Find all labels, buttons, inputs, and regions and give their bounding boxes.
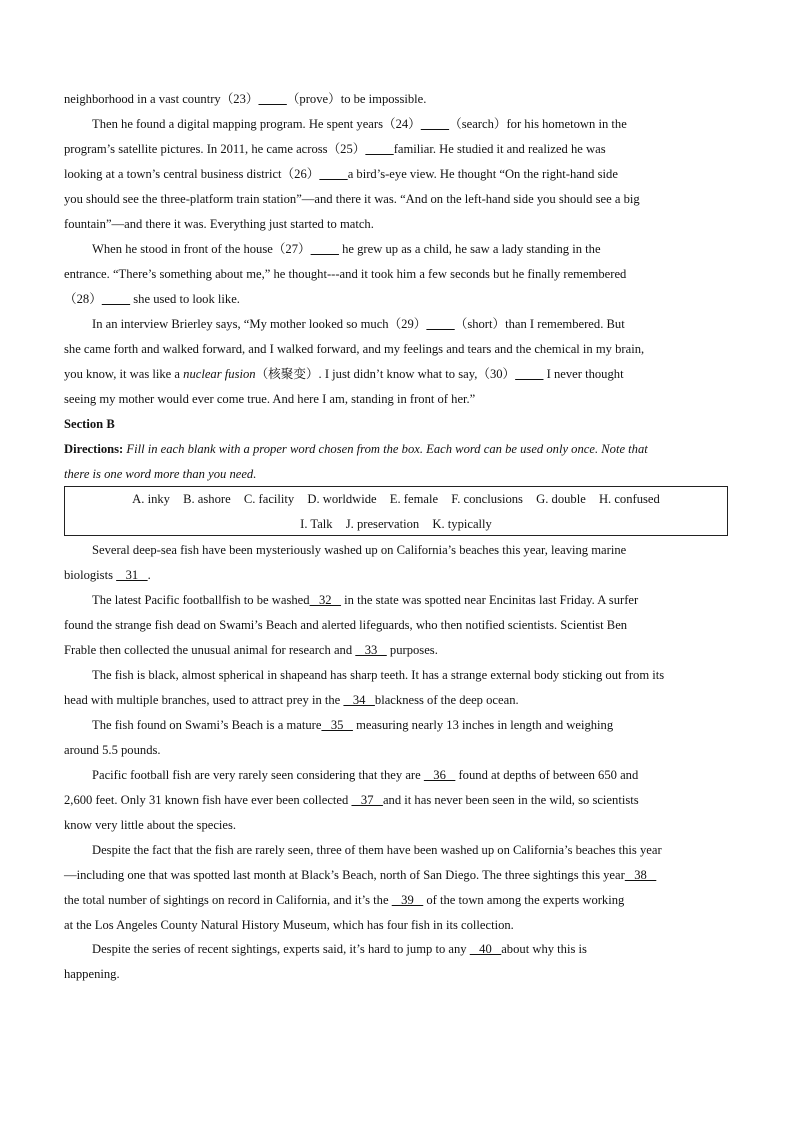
text: she used to look like. [130,292,240,306]
text: you should see the three-platform train station”—and there it was. “And on the left-hand side you should see a big [64,192,640,206]
paragraph-27-28-cont [64,262,728,312]
text: you know, it was like a [64,367,184,381]
paragraph-36-37-cont [64,788,728,838]
text: Despite the fact that the fish are rarely seen, three of them have been washed up on California’s beaches this year [92,843,662,857]
paragraph-27-28 [64,237,728,262]
text: know very little about the species. [64,818,237,832]
blank-27[interactable] [311,242,339,256]
paragraph-24-26 [64,112,728,137]
paragraph-23 [64,87,728,112]
paragraph-35 [64,713,728,738]
blank-25[interactable] [365,142,393,156]
text: about why this is [501,942,587,956]
blank-26[interactable] [319,167,347,181]
paragraph-40-cont [64,962,728,987]
section-title: Section B [64,417,115,431]
paragraph-40 [64,937,728,962]
text: （search）for his hometown in the [449,117,627,131]
blank-33[interactable]: 33 [355,643,387,657]
text: he grew up as a child, he saw a lady standing in the [338,242,601,256]
text: neighborhood in a vast country（23） [64,92,259,106]
text: 2,600 feet. Only 31 known fish have ever been collected [64,793,352,807]
word-option: K. typically [432,517,492,531]
text: （short）than I remembered. But [454,317,625,331]
text: blackness of the deep ocean. [374,693,519,707]
text: found at depths of between 650 and [455,768,639,782]
text: —including one that was spotted last month at Black’s Beach, north of San Diego. The three sightings this year [64,868,625,882]
text: program’s satellite pictures. In 2011, he came across（25） [64,142,366,156]
text: Pacific football fish are very rarely seen considering that they are [92,768,424,782]
word-box [64,486,728,536]
blank-37[interactable]: 37 [351,793,383,807]
blank-29[interactable] [426,317,454,331]
paragraph-36-37 [64,763,728,788]
blank-34[interactable]: 34 [343,693,375,707]
text: （prove）to be impossible. [286,92,427,106]
text: looking at a town’s central business district（26） [64,167,320,181]
text: purposes. [386,643,438,657]
paragraph-29-30 [64,312,728,337]
text: Several deep-sea fish have been mysteriously washed up on California’s beaches this year, leaving marine [92,543,627,557]
blank-24[interactable] [421,117,449,131]
blank-28[interactable] [102,292,130,306]
paragraph-35-cont [64,738,728,763]
word-option: H. confused [598,492,660,506]
directions-label: Directions: [64,442,124,456]
text: familiar. He studied it and realized he was [393,142,606,156]
paragraph-34 [64,663,728,688]
blank-40[interactable]: 40 [469,942,502,956]
paragraph-34-cont [64,688,728,713]
text: The latest Pacific footballfish to be washed [92,593,310,607]
italic-term: nuclear fusion [183,367,256,381]
text: of the town among the experts working [423,893,625,907]
text: In an interview Brierley says, “My mother looked so much（29） [92,317,427,331]
text: measuring nearly 13 inches in length and weighing [352,718,614,732]
directions [64,437,728,487]
blank-31[interactable]: 31 [116,568,148,582]
text: When he stood in front of the house（27） [92,242,311,256]
paragraph-24-26-cont [64,137,728,237]
text: around 5.5 pounds. [64,743,161,757]
text: . [147,568,151,582]
text: Frable then collected the unusual animal for research and [64,643,356,657]
text: entrance. “There’s something about me,” he thought---and it took him a few seconds but he finally remembered [64,267,627,281]
paragraph-38-39-cont [64,863,728,938]
word-option: F. conclusions [451,492,523,506]
blank-30[interactable] [515,367,543,381]
text: （核聚变）. I just didn’t know what to say,（30） [255,367,516,381]
text: seeing my mother would ever come true. And here I am, standing in front of her.” [64,392,476,406]
text: biologists [64,568,117,582]
text: The fish is black, almost spherical in shapeand has sharp teeth. It has a strange external body sticking out from its [92,668,665,682]
text: at the Los Angeles County Natural History Museum, which has four fish in its collection. [64,918,514,932]
word-option: B. ashore [183,492,231,506]
blank-38[interactable]: 38 [624,868,657,882]
blank-35[interactable]: 35 [321,718,353,732]
word-option: I. Talk [300,517,333,531]
blank-23[interactable] [258,92,286,106]
word-box-row-2 [65,512,727,537]
paragraph-31-cont [64,563,728,588]
text: I never thought [543,367,624,381]
word-option: D. worldwide [307,492,377,506]
text: in the state was spotted near Encinitas last Friday. A surfer [341,593,639,607]
paragraph-38-39 [64,838,728,863]
directions-text: there is one word more than you need. [64,467,257,481]
word-option: A. inky [132,492,170,506]
word-box-row-1 [65,487,727,512]
text: and it has never been seen in the wild, so scientists [382,793,639,807]
word-option: G. double [536,492,586,506]
blank-32[interactable]: 32 [309,593,342,607]
paragraph-31 [64,538,728,563]
text: （28） [64,292,102,306]
text: she came forth and walked forward, and I walked forward, and my feelings and tears and the chemical in my brain, [64,342,645,356]
text: a bird’s-eye view. He thought “On the right-hand side [347,167,618,181]
text: found the strange fish dead on Swami’s Beach and alerted lifeguards, who then notified scientists. Scientist Ben [64,618,628,632]
text: Then he found a digital mapping program. He spent years（24） [92,117,421,131]
text: The fish found on Swami’s Beach is a mature [92,718,322,732]
word-option: E. female [389,492,439,506]
paragraph-29-30-cont [64,337,728,412]
text: the total number of sightings on record in California, and it’s the [64,893,392,907]
text: happening. [64,967,120,981]
paragraph-32-33 [64,588,728,613]
word-option: C. facility [243,492,295,506]
paragraph-32-33-cont [64,613,728,663]
blank-36[interactable]: 36 [423,768,456,782]
blank-39[interactable]: 39 [391,893,424,907]
text: fountain”—and there it was. Everything just started to match. [64,217,374,231]
text: Despite the series of recent sightings, experts said, it’s hard to jump to any [92,942,470,956]
directions-text: Fill in each blank with a proper word chosen from the box. Each word can be used only once. Note that [123,442,648,456]
word-option: J. preservation [345,517,420,531]
text: head with multiple branches, used to attract prey in the [64,693,344,707]
